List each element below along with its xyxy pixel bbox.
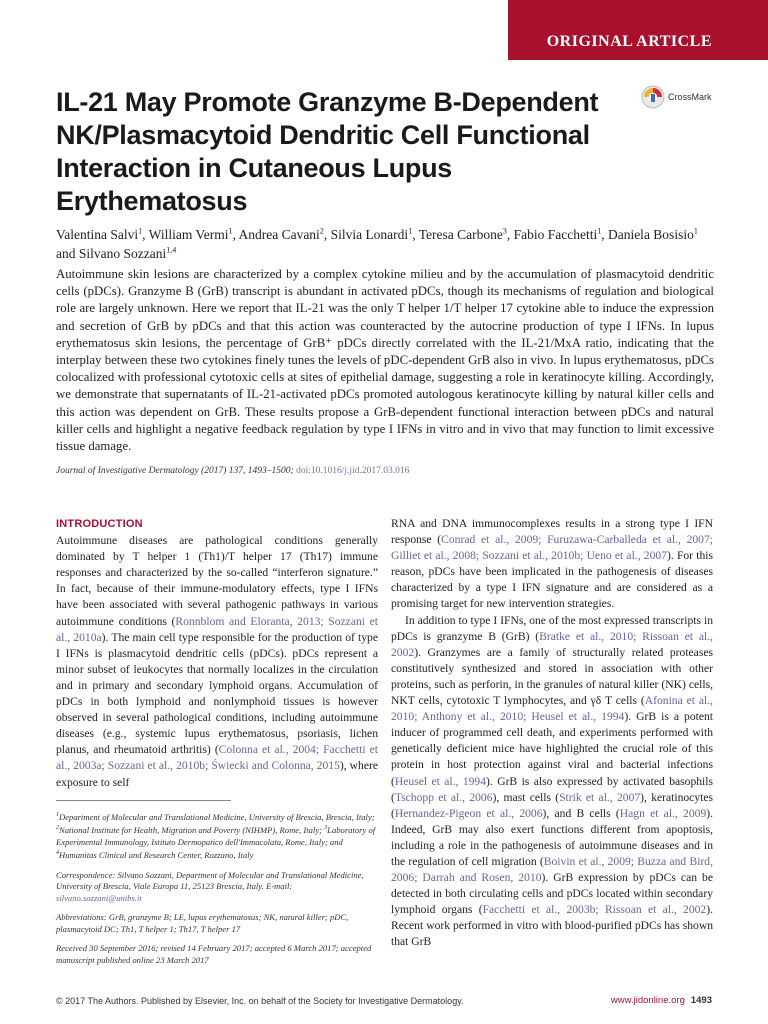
doi-link[interactable]: doi:10.1016/j.jid.2017.03.016 [296,466,410,476]
citation-link[interactable]: Conrad et al., 2009; Furuzawa-Carballeda et al., 2007; Gilliet et al., 2008; Sozzani et al., 2010b; Ueno et al., 2007 [391,533,713,563]
affiliation-text: Department of Molecular and Translational Medicine, University of Brescia, Brescia, Italy; [59,811,375,822]
author-name: Silvia Lonardi [330,227,409,242]
author-name: Valentina Salvi [56,227,139,242]
page-footer [611,995,712,1006]
affiliation-text: Humanitas Clinical and Research Center, Rozzano, Italy [59,850,254,861]
citation-text: Journal of Investigative Dermatology (2017) 137, 1493–1500; [56,466,297,476]
page-number: 1493 [690,995,712,1006]
body-text: ), keratinocytes ( [391,790,714,820]
intro-paragraph-1 [56,533,378,791]
author-affiliation-mark: 1 [228,226,233,236]
body-text: Autoimmune diseases are pathological conditions generally dominated by T helper 1 (Th1)/T helper 17 (Th17) immune responses and characterized by the so-called “interferon signature.” In fact, because of their immune-modulatory effects, type I IFNs have been associated with several pathogenic pathways in various autoimmune conditions ( [56,534,378,628]
citation-link[interactable]: Ronnblom and Eloranta, 2013; Sozzani et al., 2010a [56,614,378,644]
body-text: ). For this reason, pDCs have been implicated in the pathogenesis of diseases characterized by a type I IFN signature and are considered as a promising target for new intervention strategies. [391,549,713,611]
author-affiliation-mark: 1 [693,226,698,236]
right-column [391,516,713,951]
article-type-label: ORIGINAL ARTICLE [546,33,712,50]
intro-paragraph-2 [391,516,713,613]
body-text: RNA and DNA immunocomplexes results in a strong type I IFN response ( [391,517,713,547]
abstract: Autoimmune skin lesions are characterized by a complex cytokine milieu and by the accumulation of plasmacytoid dendritic cells (pDCs). Granzyme B (GrB) transcript is abundant in activated pDCs, though its mechanisms of regulation and biological role are largely unknown. Here we report that IL-21 was the only T helper 1/T helper 17 cytokine able to induce the expression and secretion of GrB by pDCs and that this action was counteracted by the autocrine production of type I IFNs. In lupus erythematosus skin lesions, the percentage of GrB⁺ pDCs directly correlated with the IL-21/MxA ratio, indicating that the interplay between these two cytokines finely tunes the levels of pDC-dependent GrB also in vivo. In lupus erythematosus, pDCs colocalized with professional cytotoxic cells at sites of epithelial damage, suggesting a role in keratinocyte killing. Accordingly, we demonstrate that supernatants of IL-21-activated pDCs promoted autologous keratinocyte killing by natural killer cells and this action was dependent on GrB. These results propose a GrB-dependent functional interaction between pDCs and natural killer cells and highlight a negative feedback regulation by type I IFNs in vitro and in vivo that may function to limit excessive tissue damage. [56,267,714,454]
body-text: ). Recent work performed in vitro with blood-purified pDCs has shown that GrB [391,903,713,949]
citation-link[interactable]: Heusel et al., 1994 [394,774,487,788]
received-dates: Received 30 September 2016; revised 14 February 2017; accepted 6 March 2017; accepted manuscript published online 23 March 2017 [56,943,372,965]
body-text: ). The main cell type responsible for the production of type I IFNs is plasmacytoid dendritic cells (pDCs). pDCs represent a minor subset of leukocytes that normally localizes in the circulation and in primary and secondary lymphoid organs. Accumulation of pDCs in both lymphoid and nonlymphoid tissues is however observed in several pathological conditions, including autoimmune diseases (e.g., systemic lupus erythematosus, psoriasis, lichen planus, and rheumatoid arthritis) ( [56,630,378,757]
citation-link[interactable]: Facchetti et al., 2003b; Rissoan et al., 2002 [482,903,707,917]
citation-link[interactable]: Boivin et al., 2009; Buzza and Bird, 2006; Darrah and Rosen, 2010 [391,854,713,885]
body-text: ), where exposure to self [56,759,378,789]
affiliation-number: 3 [324,825,328,832]
author-name: Teresa Carbone [418,227,503,242]
email-link[interactable]: silvano.sozzani@unibs.it [56,892,142,903]
author-affiliation-mark: 1,4 [166,245,177,255]
journal-url[interactable]: www.jidonline.org [610,995,685,1006]
affiliation-number: 4 [56,850,59,857]
citation-link[interactable]: Strik et al., 2007 [559,790,641,804]
citation-link[interactable]: Hagn et al., 2009 [619,806,707,820]
citation-link[interactable]: Afonina et al., 2010; Anthony et al., 2010; Heusel et al., 1994 [391,694,713,724]
affiliation-text: National Institute for Health, Migration and Poverty (NIHMP), Rome, Italy; [59,825,325,836]
left-column [56,516,378,791]
footnote-divider [56,800,231,801]
crossmark-badge[interactable] [641,85,712,109]
affiliation-text: Laboratory of Experimental Immunology, Istituto Dermopatico dell'Immacolata, Rome, Italy; and [56,825,376,847]
body-text: ), mast cells ( [492,790,560,804]
body-text: ). GrB is also expressed by activated basophils ( [391,774,713,804]
citation-link[interactable]: Colonna et al., 2004; Facchetti et al., 2003a; Sozzani et al., 2010b; Świecki and Colonna, 2015 [56,743,379,773]
citation-link[interactable]: Hernandez-Pigeon et al., 2006 [394,806,543,820]
affiliation-number: 2 [56,825,59,832]
author-name: Daniela Bosisio [607,227,694,242]
footnotes [56,810,378,974]
author-affiliation-mark: 1 [408,226,413,236]
author-affiliation-mark: 2 [319,226,324,236]
body-text: ). GrB is a potent inducer of programmed cell death, and experiments performed with genetically deficient mice have highlighted the crucial role of this protein in host protection against viral and bacterial infections ( [391,710,713,788]
author-affiliation-mark: 3 [502,226,507,236]
body-text: ), and B cells ( [542,806,620,820]
author-name: Fabio Facchetti [513,227,598,242]
crossmark-label: CrossMark [668,92,712,102]
correspondence [56,870,378,905]
intro-paragraph-3 [391,613,713,951]
author-affiliation-mark: 1 [138,226,143,236]
citation-link[interactable]: Tschopp et al., 2006 [394,790,493,804]
correspondence-text: Correspondence: Silvano Sozzani, Department of Molecular and Translational Medicine, University of Brescia, Viale Europa 11, 25123 Brescia, Italy. E-mail: [56,869,364,892]
copyright-notice: © 2017 The Authors. Published by Elsevier, Inc. on behalf of the Society for Investigative Dermatology. [56,996,464,1006]
author-name: Andrea Cavani [238,227,320,242]
affiliations [56,810,378,862]
crossmark-icon [641,85,665,109]
author-name: William Vermi [148,227,229,242]
journal-citation [56,466,714,476]
author-name: Silvano Sozzani [78,246,167,261]
body-text: ). GrB expression by pDCs can be detected in both circulating cells and pDCs located within secondary lymphoid organs ( [391,871,713,917]
section-heading-introduction: INTRODUCTION [56,518,143,530]
body-text: ). Indeed, GrB may also exert functions different from apoptosis, including a role in the pathogenesis of autoimmune diseases and in the regulation of cell migration ( [391,806,714,868]
author-affiliation-mark: 1 [597,226,602,236]
article-title: IL-21 May Promote Granzyme B-Dependent NK/Plasmacytoid Dendritic Cell Functional Interaction in Cutaneous Lupus Erythematosus [56,87,599,216]
author-list: Valentina Salvi$^1$, William Vermi$^1$, Andrea Cavani$^2$, Silvia Lonardi$^1$, Teresa Carbone$^3$, Fabio Facchetti$^1$, Daniela Bosisio$^1$ and Silvano Sozzani$^{1,4}$ [56,226,698,261]
abbreviations: Abbreviations: GrB, granzyme B; LE, lupus erythematosus; NK, natural killer; pDC, plasmacytoid DC; Th1, T helper 1; Th17, T helper 17 [56,912,349,934]
affiliation-number: 1 [56,812,59,818]
body-text: In addition to type I IFNs, one of the most expressed transcripts in pDCs is granzyme B (GrB) ( [391,613,713,643]
body-text: ). Granzymes are a family of structurally related proteases constitutively synthesized and stored in association with other proteins, such as perforin, in the granules of natural killer (NK) cells, NKT cells, cytotoxic T lymphocytes, and γδ T cells ( [391,645,713,708]
citation-link[interactable]: Bratke et al., 2010; Rissoan et al., 2002 [391,629,713,659]
article-type-banner [508,0,768,60]
